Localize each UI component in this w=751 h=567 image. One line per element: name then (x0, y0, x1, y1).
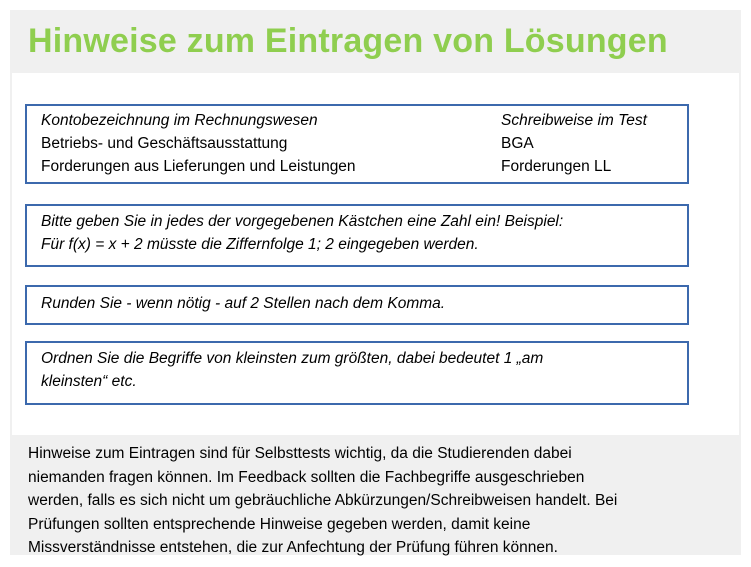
accounts-row (41, 155, 673, 178)
accounts-box (25, 104, 689, 184)
note-line: Prüfungen sollten entsprechende Hinweise gegeben werden, damit keine (28, 515, 531, 533)
hint-ordering-box (25, 341, 689, 405)
hint-numbers-line: Für f(x) = x + 2 müsste die Ziffernfolge 1; 2 eingegeben werden. (41, 236, 479, 253)
note-line: niemanden fragen können. Im Feedback sollten die Fachbegriffe ausgeschrieben (28, 468, 585, 486)
accounts-row (41, 132, 673, 155)
account-name: Forderungen aus Lieferungen und Leistungen (41, 158, 356, 175)
note-line: werden, falls es sich nicht um gebräuchliche Abkürzungen/Schreibweisen handelt. Bei (28, 492, 618, 509)
account-name: Betriebs- und Geschäftsausstattung (41, 135, 288, 152)
note-line: Hinweise zum Eintragen sind für Selbsttests wichtig, da die Studierenden dabei (28, 445, 572, 462)
content-area (12, 73, 739, 435)
page-title: Hinweise zum Eintragen von Lösungen (28, 22, 668, 60)
accounts-header-left: Kontobezeichnung im Rechnungswesen (41, 112, 318, 129)
account-abbreviation: Forderungen LL (501, 158, 612, 175)
hint-rounding-box (25, 285, 689, 325)
hint-ordering-line: Ordnen Sie die Begriffe von kleinsten zum größten, dabei bedeutet 1 „am (41, 350, 544, 367)
account-abbreviation: BGA (501, 135, 534, 152)
slide-frame (10, 10, 741, 555)
hint-ordering-line: kleinsten“ etc. (41, 373, 137, 390)
accounts-header-right: Schreibweise im Test (501, 112, 647, 129)
accounts-header-row (41, 109, 673, 132)
explanatory-note (28, 442, 718, 560)
hint-numbers-line: Bitte geben Sie in jedes der vorgegebenen Kästchen eine Zahl ein! Beispiel: (41, 213, 564, 230)
hint-rounding-text: Runden Sie - wenn nötig - auf 2 Stellen nach dem Komma. (41, 295, 446, 312)
note-line: Missverständnisse entstehen, die zur Anfechtung der Prüfung führen können. (28, 539, 558, 556)
hint-numbers-box (25, 204, 689, 267)
